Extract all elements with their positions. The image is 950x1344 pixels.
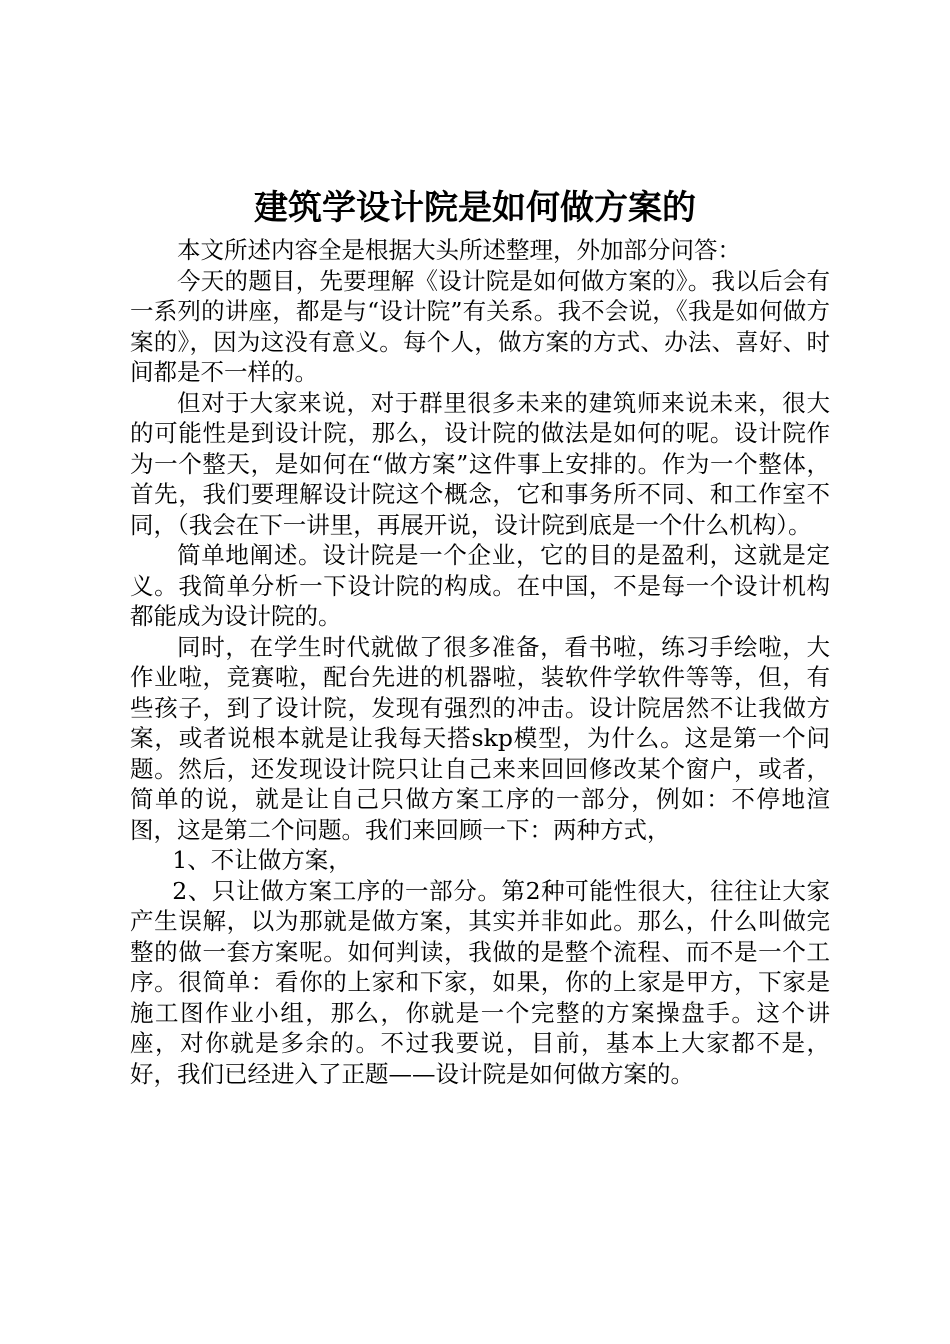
paragraph-student-preparation: 同时，在学生时代就做了很多准备，看书啦，练习手绘啦，大作业啦，竞赛啦，配台先进的机器啦，装软件学软件等等，但，有些孩子，到了设计院，发现有强烈的冲击。设计院居然不让我做方案，或者说根本就是让我每天搭skp模型，为什么。这是第一个问题。然后，还发现设计院只让自己来来回回修改某个窗户，或者，简单的说，就是让自己只做方案工序的一部分，例如：不停地渲图，这是第二个问题。我们来回顾一下：两种方式，	[130, 632, 830, 844]
document-body	[130, 235, 830, 1089]
list-item-1: 1、不让做方案，	[172, 846, 352, 874]
document-title: 建筑学设计院是如何做方案的	[254, 188, 696, 228]
paragraph-definition: 简单地阐述。设计院是一个企业，它的目的是盈利，这就是定义。我简单分析一下设计院的构成。在中国，不是每一个设计机构都能成为设计院的。	[130, 541, 830, 630]
paragraph-intro: 本文所述内容全是根据大头所述整理，外加部分问答：	[177, 236, 741, 264]
list-item-2: 2、只让做方案工序的一部分。第2种可能性很大，往往让大家产生误解，以为那就是做方案，其实并非如此。那么，什么叫做完整的做一套方案呢。如何判读，我做的是整个流程、而不是一个工序。很简单：看你的上家和下家，如果，你的上家是甲方，下家是施工图作业小组，那么，你就是一个完整的方案操盘手。这个讲座，对你就是多余的。不过我要说，目前，基本上大家都不是，好，我们已经进入了正题——设计院是如何做方案的。	[130, 876, 830, 1088]
paragraph-design-institute: 但对于大家来说，对于群里很多未来的建筑师来说未来，很大的可能性是到设计院，那么，设计院的做法是如何的呢。设计院作为一个整天，是如何在“做方案”这件事上安排的。作为一个整体，首先，我们要理解设计院这个概念，它和事务所不同、和工作室不同，（我会在下一讲里，再展开说，设计院到底是一个什么机构）。	[130, 388, 830, 539]
paragraph-topic: 今天的题目，先要理解《设计院是如何做方案的》。我以后会有一系列的讲座，都是与“设计院”有关系。我不会说，《我是如何做方案的》，因为这没有意义。每个人，做方案的方式、办法、喜好、时间都是不一样的。	[130, 266, 830, 386]
